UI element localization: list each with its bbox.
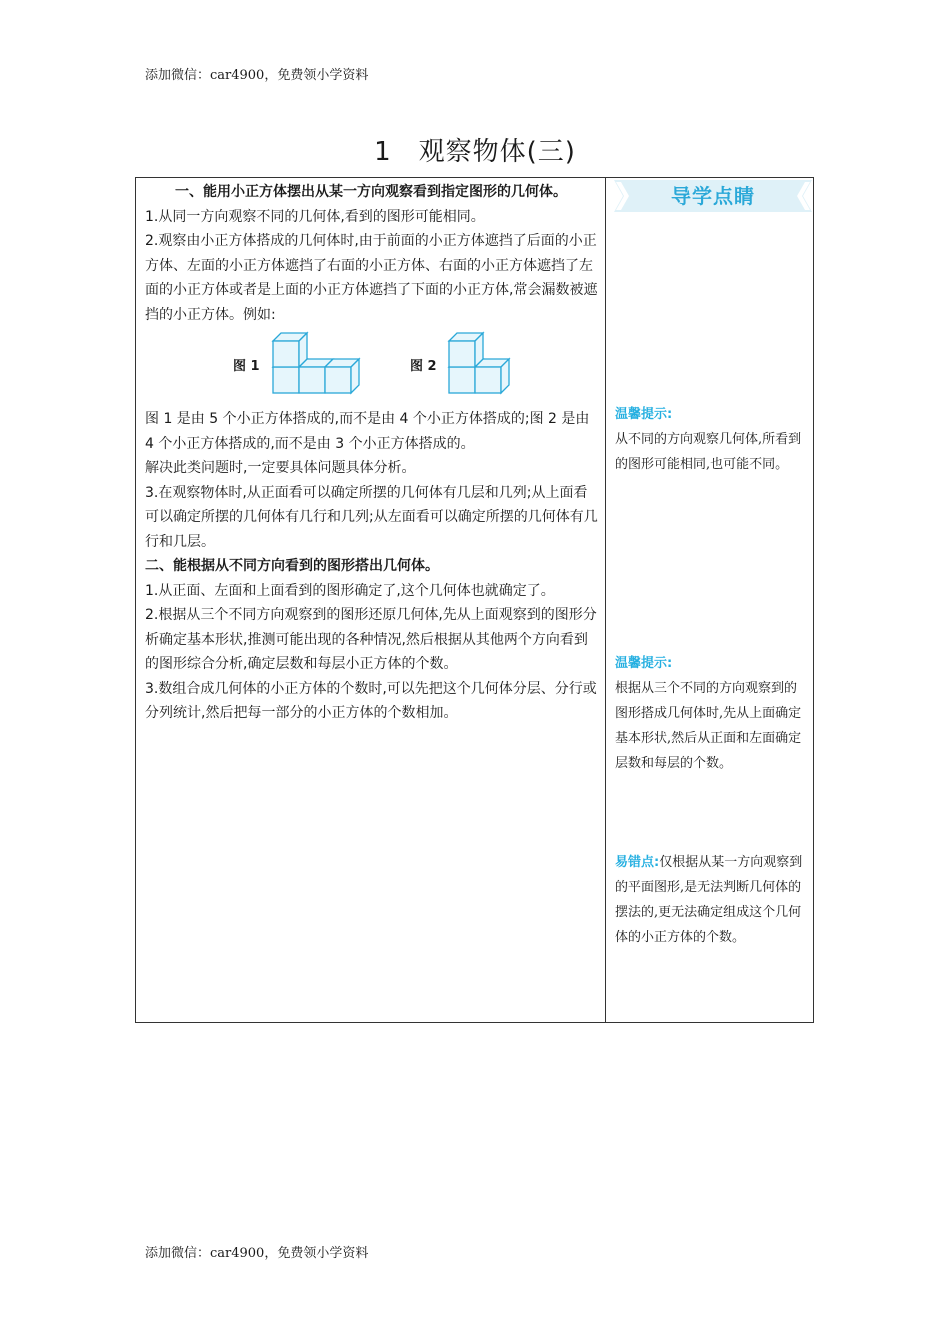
figure-1-cubes xyxy=(263,329,373,399)
tip-1-body: 从不同的方向观察几何体,所看到的图形可能相同,也可能不同。 xyxy=(615,432,802,472)
paragraph-3: 图 1 是由 5 个小正方体搭成的,而不是由 4 个小正方体搭成的;图 2 是由 4 个小正方体搭成的,而不是由 3 个小正方体搭成的。 xyxy=(145,411,590,452)
section-heading-1: 一、能用小正方体摆出从某一方向观察看到指定图形的几何体。 xyxy=(175,184,567,200)
tip-3 xyxy=(615,850,805,950)
tip-3-body: 仅根据从某一方向观察到的平面图形,是无法判断几何体的摆法的,更无法确定组成这个几何体的小正方体的个数。 xyxy=(615,855,803,945)
paragraph-4: 解决此类问题时,一定要具体问题具体分析。 xyxy=(145,460,416,476)
paragraph-6: 1.从正面、左面和上面看到的图形确定了,这个几何体也就确定了。 xyxy=(145,582,555,599)
figure-row xyxy=(145,327,600,407)
paragraph-5: 3.在观察物体时,从正面看可以确定所摆的几何体有几层和几列;从上面看可以确定所摆的几何体有几行和几列;从左面看可以确定所摆的几何体有几行和几层。 xyxy=(145,484,598,550)
tip-2 xyxy=(615,651,805,776)
tip-2-heading: 温馨提示: xyxy=(615,656,673,671)
lesson-table xyxy=(135,177,814,1023)
paragraph-1: 1.从同一方向观察不同的几何体,看到的图形可能相同。 xyxy=(145,208,485,225)
paragraph-8: 3.数组合成几何体的小正方体的个数时,可以先把这个几何体分层、分行或分列统计,然后把每一部分的小正方体的个数相加。 xyxy=(145,680,597,721)
tip-1 xyxy=(615,402,805,477)
watermark-header: 添加微信：car4900，免费领小学资料 xyxy=(145,68,369,83)
column-divider xyxy=(605,178,606,1022)
watermark-footer: 添加微信：car4900，免费领小学资料 xyxy=(145,1246,369,1261)
tip-1-heading: 温馨提示: xyxy=(615,407,673,422)
figure-2-label: 图 2 xyxy=(410,359,437,374)
figure-2-cubes xyxy=(439,329,519,399)
paragraph-7: 2.根据从三个不同方向观察到的图形还原几何体,先从上面观察到的图形分析确定基本形状,推测可能出现的各种情况,然后根据从其他两个方向看到的图形综合分析,确定层数和每层小正方体的个数。 xyxy=(145,607,597,672)
tip-2-body: 根据从三个不同的方向观察到的图形搭成几何体时,先从上面确定基本形状,然后从正面和左面确定层数和每层的个数。 xyxy=(615,681,802,771)
page-title: 1 观察物体(三) xyxy=(374,137,576,167)
main-column xyxy=(145,180,600,726)
section-heading-2: 二、能根据从不同方向看到的图形搭出几何体。 xyxy=(145,558,439,574)
paragraph-2: 2.观察由小正方体搭成的几何体时,由于前面的小正方体遮挡了后面的小正方体、左面的小正方体遮挡了右面的小正方体、右面的小正方体遮挡了左面的小正方体或者是上面的小正方体遮挡了下面的小正方体,常会漏数被遮挡的小正方体。例如: xyxy=(145,233,598,323)
figure-1-label: 图 1 xyxy=(233,359,260,374)
banner-title: 导学点睛 xyxy=(671,184,755,208)
tip-3-heading: 易错点: xyxy=(615,855,660,870)
